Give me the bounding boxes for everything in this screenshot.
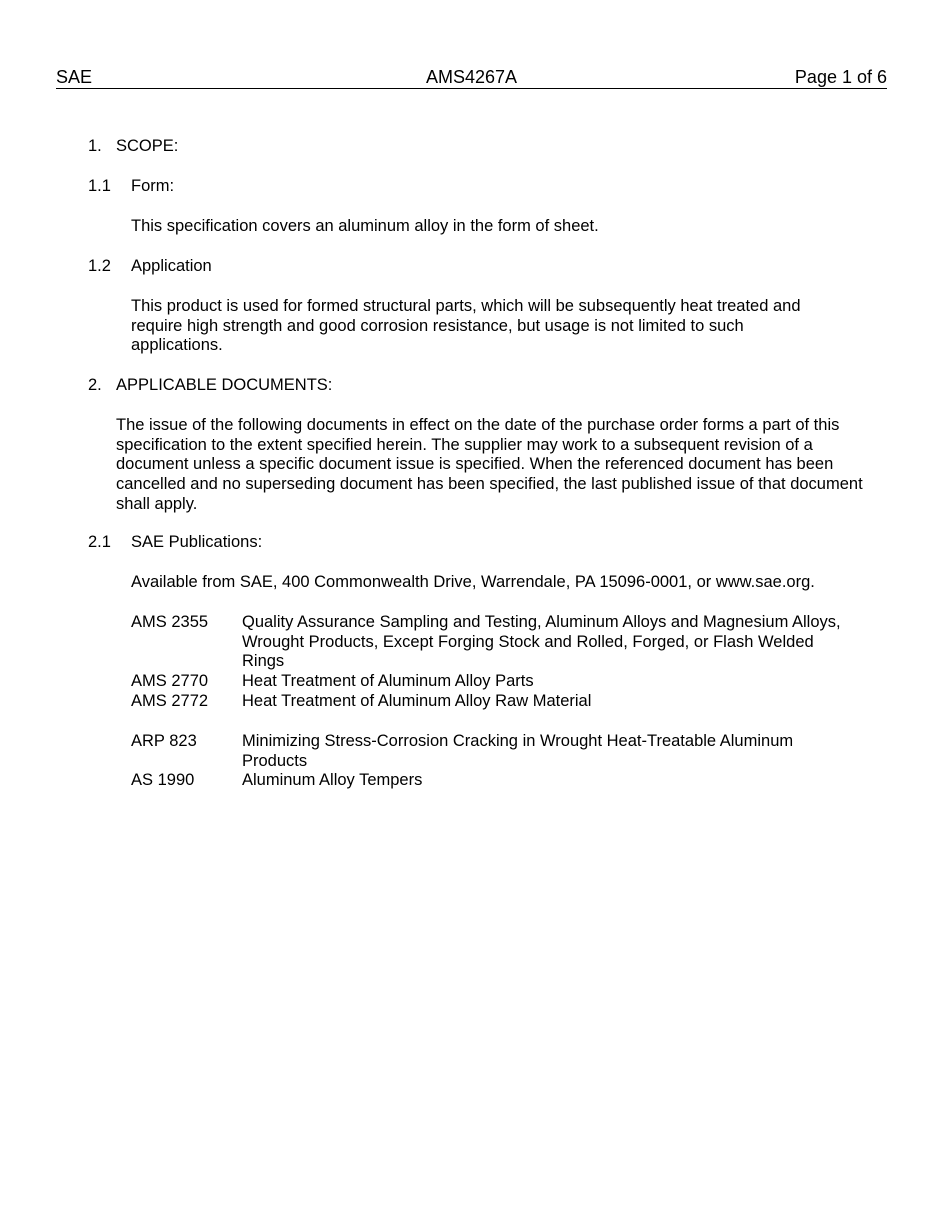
section-paragraph: This product is used for formed structural parts, which will be subsequently heat treated and require high strength and good corrosion resistance, but usage is not limited to such applications. (131, 297, 801, 355)
section-number: 1.1 (88, 177, 111, 195)
section-number: 2.1 (88, 533, 111, 551)
reference-code: AMS 2772 (131, 692, 209, 710)
reference-title: Heat Treatment of Aluminum Alloy Raw Material (242, 692, 592, 710)
reference-title: Quality Assurance Sampling and Testing, Aluminum Alloys and Magnesium Alloys, Wrought Products, Except Forging Stock and Rolled, Forged, or Flash Welded Rings (242, 613, 841, 671)
section-title: APPLICABLE DOCUMENTS: (116, 376, 333, 394)
section-paragraph: This specification covers an aluminum alloy in the form of sheet. (131, 217, 599, 235)
header-document-number: AMS4267A (425, 67, 518, 87)
section-paragraph: The issue of the following documents in effect on the date of the purchase order forms a part of this specification to the extent specified herein. The supplier may work to a subsequent revision of a document unless a specific document issue is specified. When the referenced document has been cancelled and no superseding document has been specified, the last published issue of that document shall apply. (116, 416, 863, 513)
section-title: SAE Publications: (131, 533, 263, 551)
section-paragraph: Available from SAE, 400 Commonwealth Drive, Warrendale, PA 15096-0001, or www.sae.org. (131, 573, 815, 591)
section-number: 2. (88, 376, 102, 394)
section-number: 1.2 (88, 257, 111, 275)
reference-title: Heat Treatment of Aluminum Alloy Parts (242, 672, 534, 690)
header-page-number: Page 1 of 6 (794, 67, 887, 87)
reference-title: Aluminum Alloy Tempers (242, 771, 423, 789)
section-title: Application (131, 257, 212, 275)
reference-code: AMS 2355 (131, 613, 209, 631)
section-title: SCOPE: (116, 137, 179, 155)
reference-title: Minimizing Stress-Corrosion Cracking in Wrought Heat-Treatable Aluminum Products (242, 732, 794, 770)
section-number: 1. (88, 137, 102, 155)
reference-code: AS 1990 (131, 771, 195, 789)
reference-code: ARP 823 (131, 732, 197, 750)
header-organization: SAE (56, 67, 93, 87)
section-title: Form: (131, 177, 175, 195)
reference-code: AMS 2770 (131, 672, 209, 690)
page-header (56, 67, 887, 89)
